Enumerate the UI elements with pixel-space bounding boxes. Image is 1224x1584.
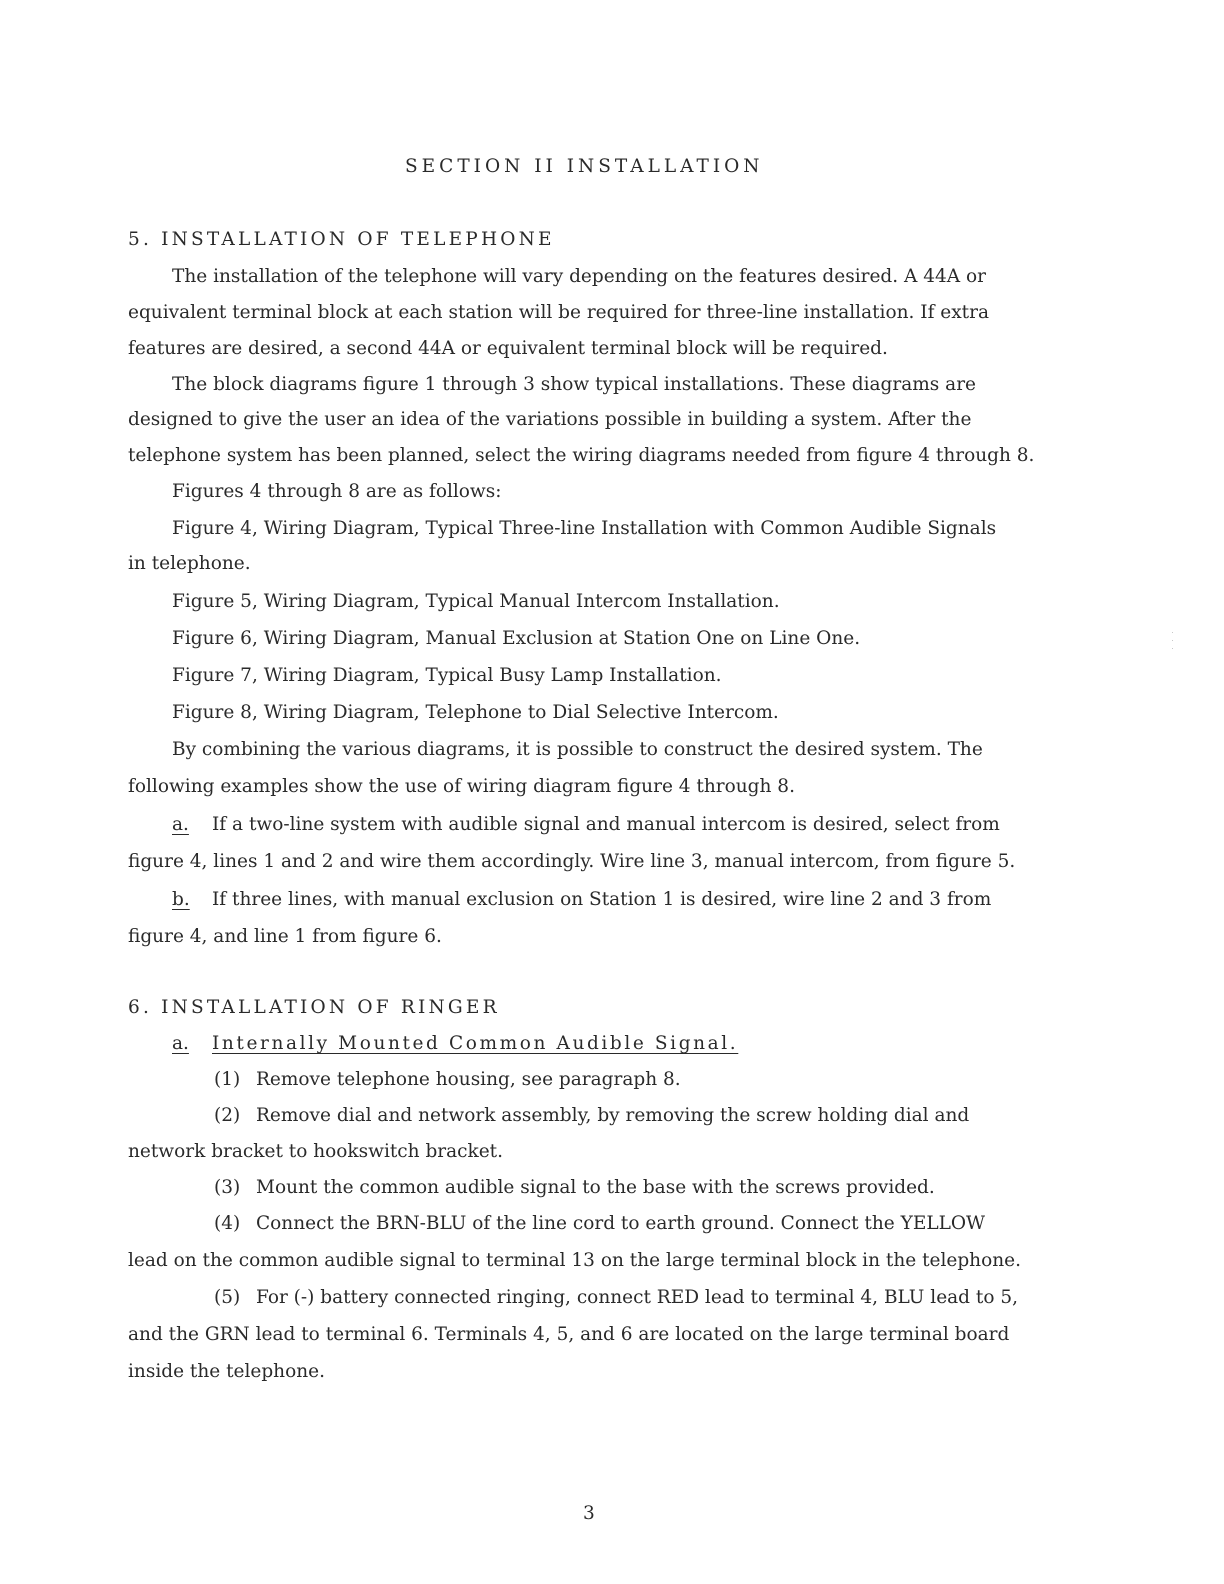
heading-installation-of-telephone: 5. INSTALLATION OF TELEPHONE bbox=[128, 229, 555, 250]
item-a-text-cont: figure 4, lines 1 and 2 and wire them accordingly. Wire line 3, manual intercom, from figure 5. bbox=[128, 851, 1016, 872]
paragraph-line: By combining the various diagrams, it is possible to construct the desired system. The bbox=[172, 739, 983, 760]
step-text: Mount the common audible signal to the base with the screws provided. bbox=[256, 1177, 935, 1198]
figures-intro: Figures 4 through 8 are as follows: bbox=[172, 481, 502, 502]
item-b-text-cont: figure 4, and line 1 from figure 6. bbox=[128, 926, 442, 947]
step-text: Connect the BRN-BLU of the line cord to earth ground. Connect the YELLOW bbox=[256, 1213, 986, 1234]
step-number: (1) bbox=[214, 1069, 241, 1090]
figure-7-entry: Figure 7, Wiring Diagram, Typical Busy Lamp Installation. bbox=[172, 665, 722, 686]
paragraph-line: features are desired, a second 44A or equivalent terminal block will be required. bbox=[128, 338, 888, 359]
figure-4-entry: Figure 4, Wiring Diagram, Typical Three-line Installation with Common Audible Signals bbox=[172, 518, 997, 539]
step-number: (4) bbox=[214, 1213, 241, 1234]
paragraph-line: designed to give the user an idea of the variations possible in building a system. After the bbox=[128, 409, 972, 430]
subsection-a-marker: a. bbox=[172, 1033, 189, 1054]
step-text: Remove telephone housing, see paragraph 8. bbox=[256, 1069, 681, 1090]
step-text-cont: and the GRN lead to terminal 6. Terminals 4, 5, and 6 are located on the large terminal board bbox=[128, 1324, 1010, 1345]
section-title: SECTION II INSTALLATION bbox=[405, 156, 764, 177]
figure-4-entry-cont: in telephone. bbox=[128, 553, 251, 574]
scan-speck bbox=[1172, 632, 1173, 633]
step-text-cont: lead on the common audible signal to terminal 13 on the large terminal block in the telephone. bbox=[128, 1250, 1021, 1271]
heading-installation-of-ringer: 6. INSTALLATION OF RINGER bbox=[128, 997, 500, 1018]
item-b-marker: b. bbox=[172, 889, 190, 910]
scan-speck bbox=[1172, 648, 1173, 649]
paragraph-line: telephone system has been planned, select the wiring diagrams needed from figure 4 through 8. bbox=[128, 445, 1035, 466]
step-number: (2) bbox=[214, 1105, 241, 1126]
item-b-text: If three lines, with manual exclusion on Station 1 is desired, wire line 2 and 3 from bbox=[212, 889, 992, 910]
item-a-marker: a. bbox=[172, 814, 189, 835]
step-number: (3) bbox=[214, 1177, 241, 1198]
step-text-cont: inside the telephone. bbox=[128, 1361, 325, 1382]
step-text: For (-) battery connected ringing, connect RED lead to terminal 4, BLU lead to 5, bbox=[256, 1287, 1019, 1308]
step-text: Remove dial and network assembly, by removing the screw holding dial and bbox=[256, 1105, 970, 1126]
figure-5-entry: Figure 5, Wiring Diagram, Typical Manual Intercom Installation. bbox=[172, 591, 780, 612]
paragraph-line: following examples show the use of wiring diagram figure 4 through 8. bbox=[128, 776, 795, 797]
paragraph-line: The installation of the telephone will vary depending on the features desired. A 44A or bbox=[172, 266, 987, 287]
item-a-text: If a two-line system with audible signal and manual intercom is desired, select from bbox=[212, 814, 1000, 835]
page-number: 3 bbox=[583, 1503, 595, 1524]
figure-8-entry: Figure 8, Wiring Diagram, Telephone to Dial Selective Intercom. bbox=[172, 702, 779, 723]
paragraph-line: equivalent terminal block at each station will be required for three-line installation. If extra bbox=[128, 302, 989, 323]
scan-speck bbox=[1172, 640, 1173, 641]
subsection-a-title: Internally Mounted Common Audible Signal. bbox=[212, 1033, 739, 1054]
paragraph-line: The block diagrams figure 1 through 3 show typical installations. These diagrams are bbox=[172, 374, 976, 395]
step-number: (5) bbox=[214, 1287, 241, 1308]
figure-6-entry: Figure 6, Wiring Diagram, Manual Exclusion at Station One on Line One. bbox=[172, 628, 861, 649]
step-text-cont: network bracket to hookswitch bracket. bbox=[128, 1141, 503, 1162]
